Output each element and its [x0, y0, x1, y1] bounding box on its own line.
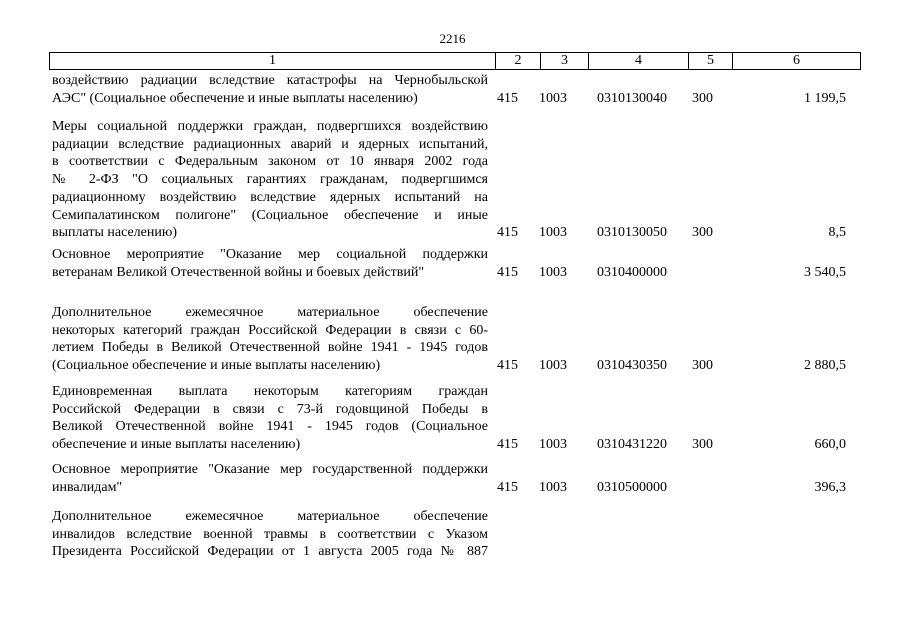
description-line: инвалидам" — [52, 479, 123, 495]
description-line: Меры социальной поддержки граждан, подвергшихся воздействию — [52, 119, 488, 134]
cell-gr: 415 — [497, 479, 518, 495]
row-description — [52, 72, 488, 107]
cell-sum: 396,3 — [814, 479, 846, 495]
row-description — [52, 461, 488, 496]
cell-csr: 0310400000 — [597, 264, 667, 280]
cell-gr: 415 — [497, 225, 518, 241]
cell-gr: 415 — [497, 358, 518, 374]
header-col-3: 3 — [540, 53, 588, 69]
description-line: (Социальное обеспечение и иные выплаты населению) — [52, 358, 381, 374]
description-line: Основное мероприятие "Оказание мер государственной поддержки — [52, 462, 488, 477]
cell-csr: 0310500000 — [597, 479, 667, 495]
description-line: обеспечение и иные выплаты населению) — [52, 437, 301, 453]
cell-csr: 0310130040 — [597, 90, 667, 106]
cell-sum: 660,0 — [814, 437, 846, 453]
cell-sum: 2 880,5 — [804, 358, 846, 374]
cell-csr: 0310430350 — [597, 358, 667, 374]
description-line: ветеранам Великой Отечественной войны и боевых действий" — [52, 264, 425, 280]
cell-gr: 415 — [497, 437, 518, 453]
description-line: Дополнительное ежемесячное материальное обеспечение — [52, 509, 488, 524]
cell-csr: 0310130050 — [597, 225, 667, 241]
cell-vr: 300 — [692, 358, 713, 374]
cell-rz: 1003 — [539, 358, 567, 374]
table-header — [49, 52, 861, 70]
description-line: Дополнительное ежемесячное материальное обеспечение — [52, 305, 488, 320]
cell-rz: 1003 — [539, 437, 567, 453]
description-line: АЭС" (Социальное обеспечение и иные выплаты населению) — [52, 90, 418, 106]
cell-rz: 1003 — [539, 479, 567, 495]
page-number: 2216 — [439, 31, 466, 46]
cell-vr: 300 — [692, 437, 713, 453]
cell-sum: 8,5 — [828, 225, 846, 241]
cell-sum: 1 199,5 — [804, 90, 846, 106]
description-line: инвалидов вследствие военной травмы в соответствии с Указом — [52, 526, 488, 542]
row-description — [52, 508, 488, 561]
description-line: Российской Федерации в связи с 73-й годовщиной Победы в — [52, 401, 488, 417]
row-description — [52, 383, 488, 454]
description-line: выплаты населению) — [52, 225, 177, 241]
cell-rz: 1003 — [539, 225, 567, 241]
header-col-2: 2 — [495, 53, 540, 69]
description-line: радиационному воздействию вследствие ядерных испытаний на — [52, 189, 488, 205]
description-line: воздействию радиации вследствие катастрофы на Чернобыльской — [52, 73, 488, 88]
description-line: летием Победы в Великой Отечественной войне 1941 - 1945 годов — [52, 340, 488, 356]
cell-gr: 415 — [497, 264, 518, 280]
row-description — [52, 118, 488, 242]
cell-rz: 1003 — [539, 90, 567, 106]
header-col-5: 5 — [688, 53, 732, 69]
row-description — [52, 246, 488, 281]
description-line: № 2-ФЗ "О социальных гарантиях гражданам, подвергшимся — [52, 172, 488, 188]
header-col-1: 1 — [269, 53, 276, 68]
cell-rz: 1003 — [539, 264, 567, 280]
description-line: в соответствии с Федеральным законом от 10 января 2002 года — [52, 154, 488, 170]
row-description — [52, 304, 488, 375]
cell-vr: 300 — [692, 90, 713, 106]
cell-csr: 0310431220 — [597, 437, 667, 453]
description-line: Единовременная выплата некоторым категориям граждан — [52, 384, 488, 399]
cell-gr: 415 — [497, 90, 518, 106]
description-line: Основное мероприятие "Оказание мер социальной поддержки — [52, 247, 488, 262]
cell-sum: 3 540,5 — [804, 264, 846, 280]
description-line: некоторых категорий граждан Российской Федерации в связи с 60- — [52, 322, 488, 338]
description-line: радиации вследствие радиационных аварий и ядерных испытаний, — [52, 136, 488, 152]
description-line: Президента Российской Федерации от 1 августа 2005 года № 887 — [52, 544, 488, 560]
cell-vr: 300 — [692, 225, 713, 241]
description-line: Великой Отечественной войне 1941 - 1945 годов (Социальное — [52, 419, 488, 435]
header-col-4: 4 — [588, 53, 688, 69]
description-line: Семипалатинском полигоне" (Социальное обеспечение и иные — [52, 207, 488, 223]
header-col-6: 6 — [732, 53, 860, 69]
